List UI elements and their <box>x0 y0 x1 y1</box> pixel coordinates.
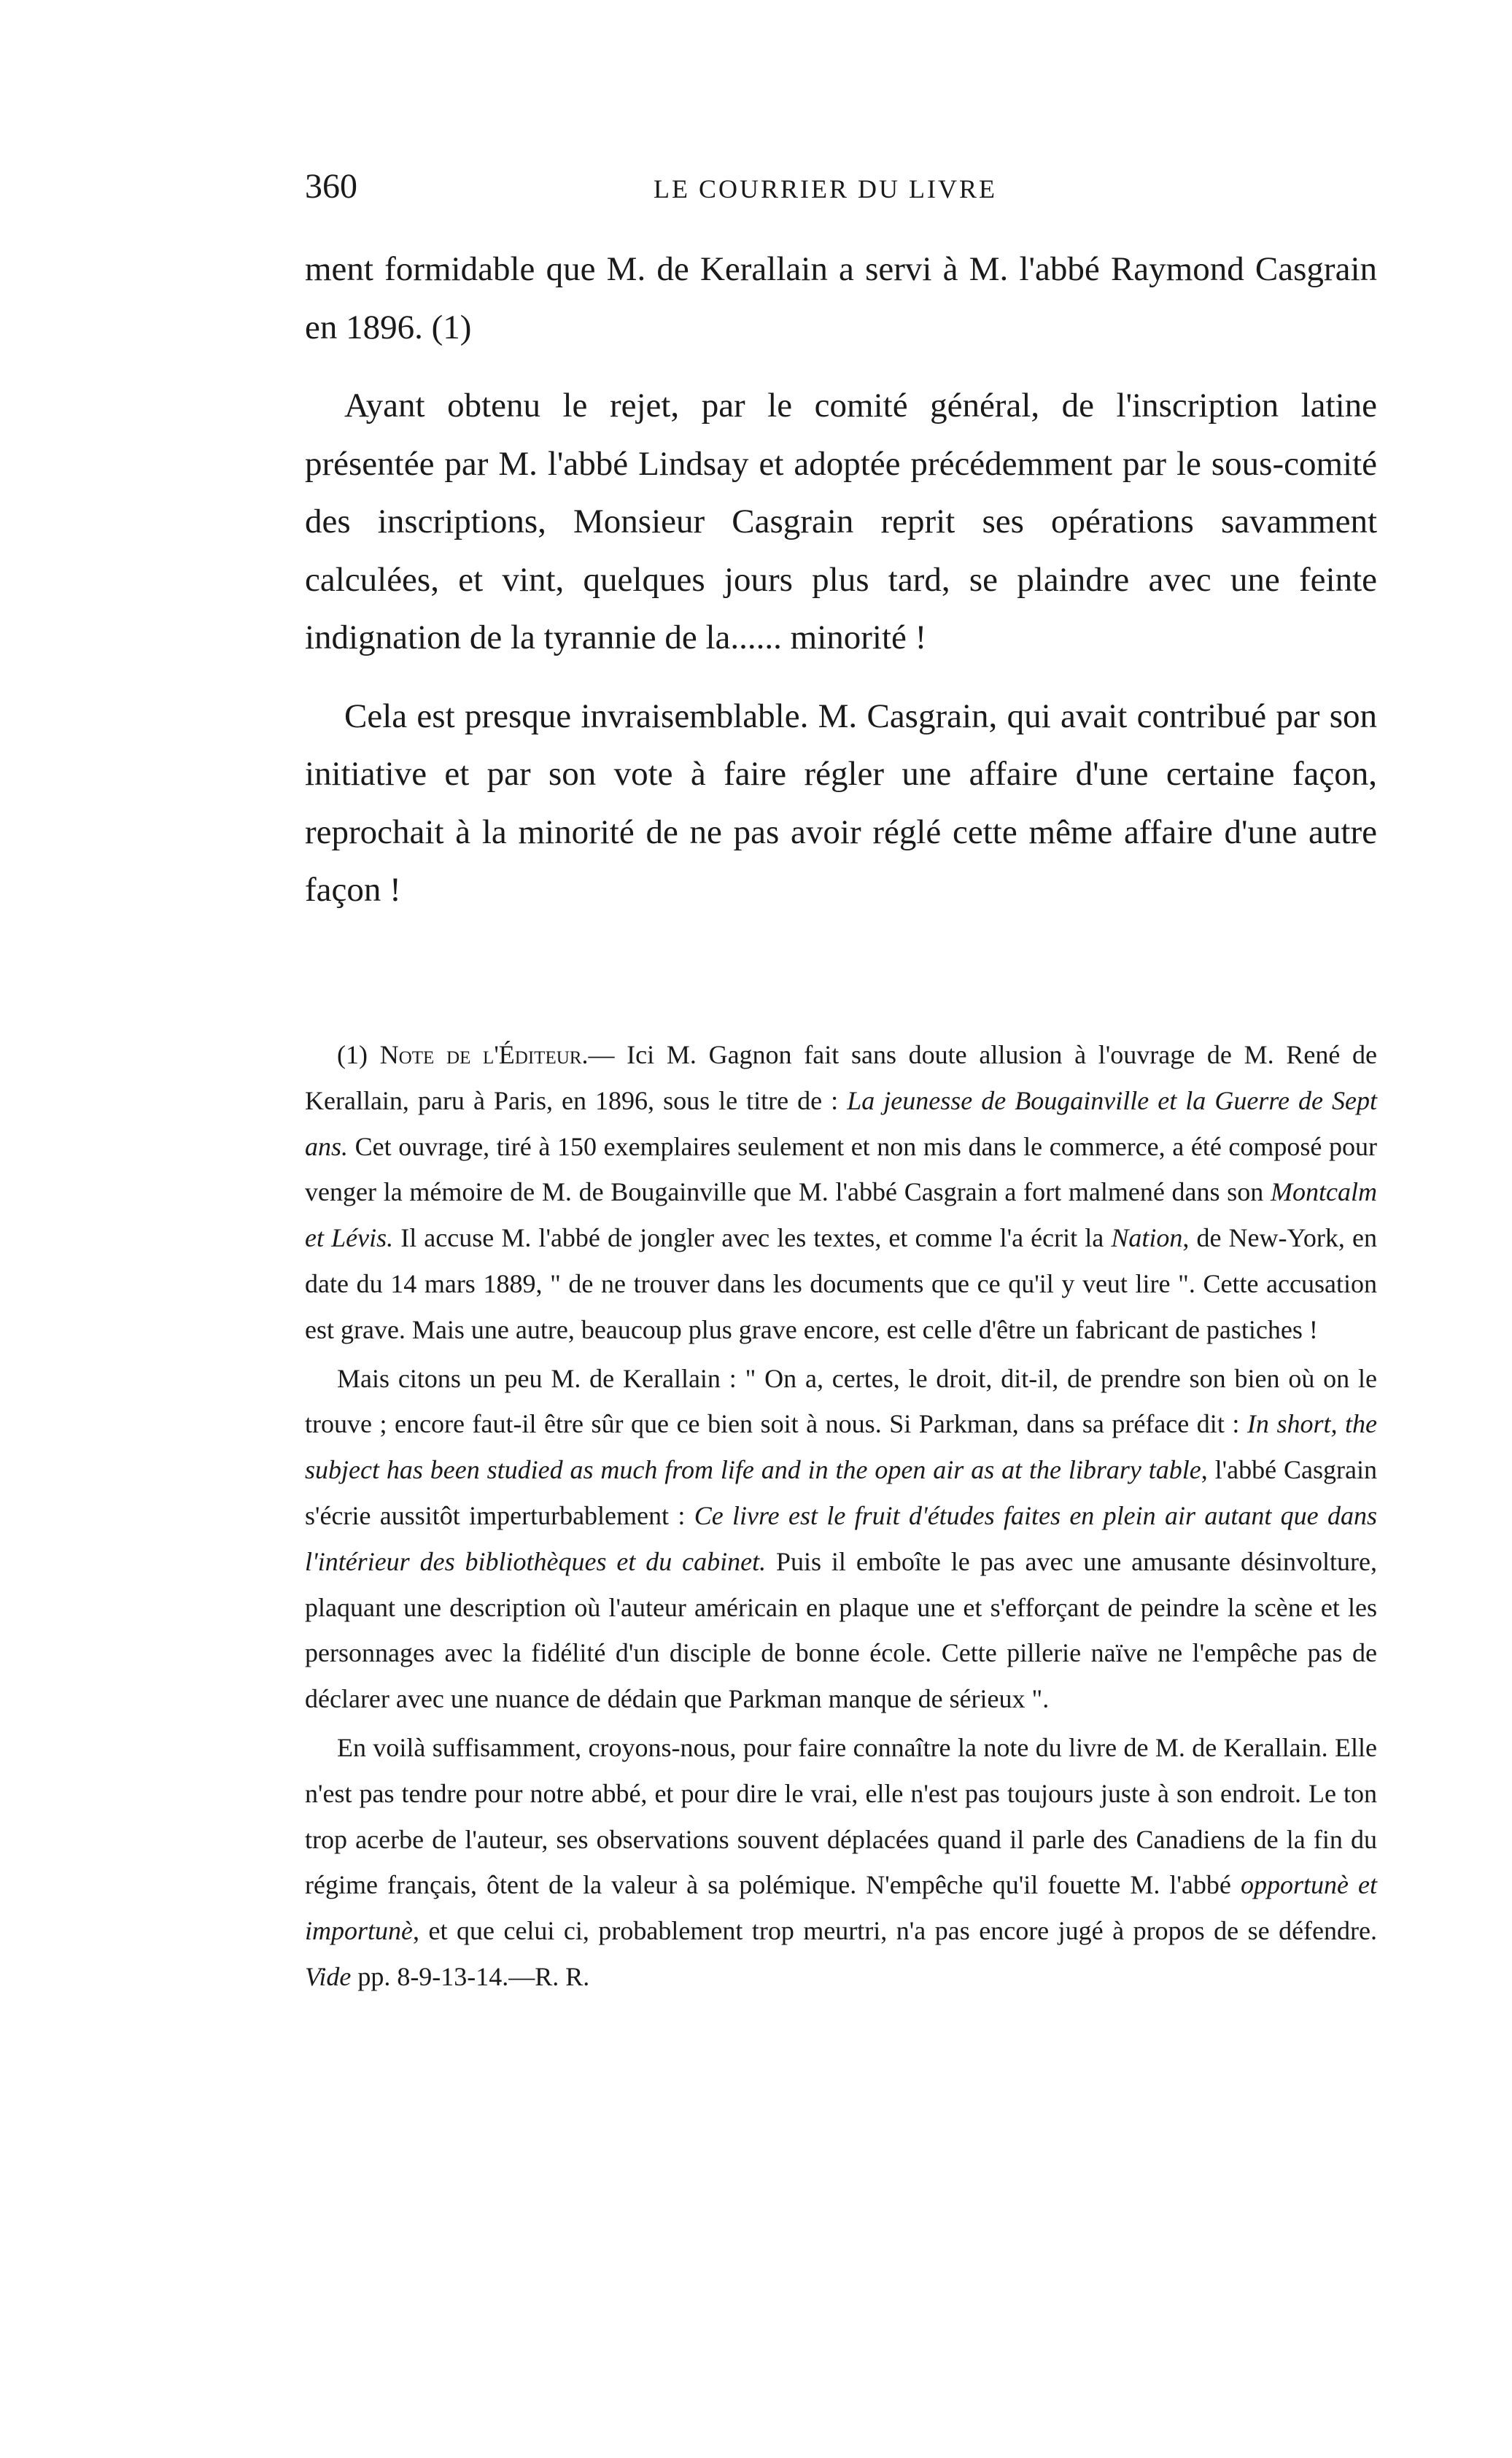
quotation-english: In short, the subject has been studied as much from life and in the open air as at the library table <box>305 1409 1377 1485</box>
periodical-title: Nation <box>1111 1223 1183 1253</box>
main-text <box>305 241 1377 920</box>
footnote-text: Puis il emboîte le pas avec une amusante désinvolture, plaquant une description où l'auteur américain en plaque une et s'efforçant de peindre la scène et les personnages avec la fidélité d'un disciple de bonne école. Cette pillerie naïve ne l'empêche pas de déclarer avec une nuance de dédain que Parkman manque de sérieux ". <box>305 1546 1377 1714</box>
book-title: Montcalm et Lévis. <box>305 1177 1377 1253</box>
latin-phrase: opportunè et importunè <box>305 1870 1377 1946</box>
page-number: 360 <box>305 167 357 206</box>
footnote-text: Mais citons un peu M. de Kerallain : " On a, certes, le droit, dit-il, de prendre son bien où on le trouve ; encore faut-il être sûr que ce bien soit à nous. Si Parkman, dans sa préface dit : <box>305 1363 1377 1439</box>
paragraph-1: ment formidable que M. de Kerallain a servi à M. l'abbé Raymond Casgrain en 1896. (1) <box>305 250 1377 346</box>
paragraph-3: Cela est presque invraisemblable. M. Casgrain, qui avait contribué par son initiative et par son vote à faire régler une affaire d'une certaine façon, reprochait à la minorité de ne pas avoir réglé cette même affaire d'une autre façon ! <box>305 697 1377 909</box>
paragraph-2: Ayant obtenu le rejet, par le comité général, de l'inscription latine présentée par M. l'abbé Lindsay et adoptée précédemment par le sous-comité des inscriptions, Monsieur Casgrain reprit ses opérations savamment calculées, et vint, quelques jours plus tard, se plaindre avec une feinte indignation de la tyrannie de la...... minorité ! <box>305 387 1377 656</box>
footnote-text: pp. 8-9-13-14.—R. R. <box>351 1961 590 1991</box>
book-title: La jeunesse de Bougainville et la Guerre de Sept ans. <box>305 1085 1377 1161</box>
quotation-french: Ce livre est le fruit d'études faites en plein air autant que dans l'intérieur des bibliothèques et du cabinet. <box>305 1500 1377 1576</box>
footnote-1 <box>305 1032 1377 1353</box>
footnote-3 <box>305 1725 1377 2000</box>
running-head: LE COURRIER DU LIVRE <box>654 174 997 203</box>
footnote-text: , et que celui ci, probablement trop meurtri, n'a pas encore jugé à propos de se défendre. <box>413 1916 1377 1946</box>
footnote-text: , de New-York, en date du 14 mars 1889, " de ne trouver dans les documents que ce qu'il y veut lire ". Cette accusation est grave. Mais une autre, beaucoup plus grave encore, est celle d'être un fabricant de pastiches ! <box>305 1223 1377 1344</box>
footnote-2 <box>305 1356 1377 1722</box>
footnote-text: Il accuse M. l'abbé de jongler avec les textes, et comme l'a écrit la <box>393 1223 1112 1253</box>
footnote-text: — Ici M. Gagnon fait sans doute allusion à l'ouvrage de M. René de Kerallain, paru à Paris, en 1896, sous le titre de : <box>305 1040 1377 1115</box>
editor-note-label: Note de l'Éditeur. <box>379 1040 589 1069</box>
footnote-text: En voilà suffisamment, croyons-nous, pour faire connaître la note du livre de M. de Kerallain. Elle n'est pas tendre pour notre abbé, et pour dire le vrai, elle n'est pas toujours juste à son endroit. Le ton trop acerbe de l'auteur, ses observations souvent déplacées quand il parle des Canadiens de la fin du régime français, ôtent de la valeur à sa polémique. N'empêche qu'il fouette M. l'abbé <box>305 1732 1377 1900</box>
vide-reference: Vide <box>305 1961 352 1991</box>
footnotes <box>305 1032 1377 2000</box>
page-header <box>305 166 1377 217</box>
footnote-text: , l'abbé Casgrain s'écrie aussitôt imperturbablement : <box>305 1455 1377 1530</box>
footnote-text: Cet ouvrage, tiré à 150 exemplaires seulement et non mis dans le commerce, a été composé pour venger la mémoire de M. de Bougainville que M. l'abbé Casgrain a fort malmené dans son <box>305 1131 1377 1207</box>
footnote-marker: (1) <box>337 1040 380 1069</box>
